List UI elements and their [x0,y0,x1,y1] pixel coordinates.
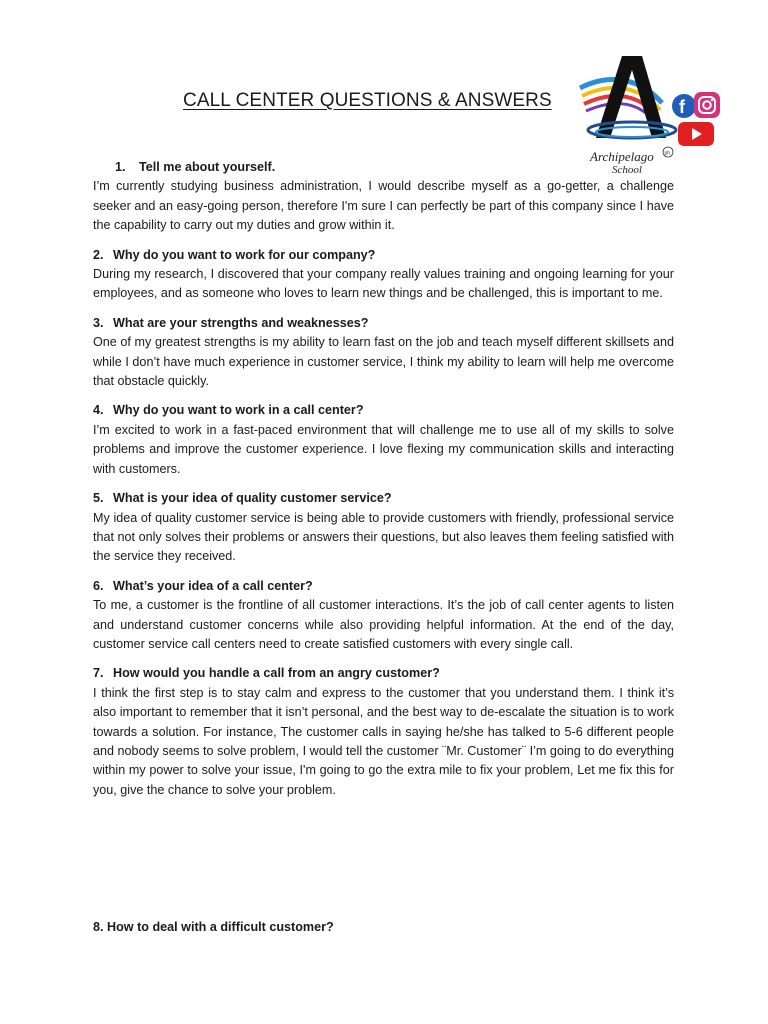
answer-text: One of my greatest strengths is my ability to learn fast on the job and teach myself different skillsets and while I don’t have much experience in customer service, I think my ability to learn will help me overcome that obstacle quickly. [93,335,674,389]
qa-list [93,158,674,810]
question-number: 6. [93,578,104,593]
logo-text-school: School [612,164,642,176]
logo-text-archipelago: Archipelago [590,149,654,164]
answer-text: I’m excited to work in a fast-paced environment that will challenge me to use all of my skills to solve problems and improve the customer experience. I love flexing my communication skills and interacting with customers. [93,422,674,476]
question-text: How to deal with a difficult customer? [107,920,334,934]
qa-item [93,401,674,479]
question-heading [93,401,674,420]
answer-text: During my research, I discovered that your company really values training and ongoing learning for your employees, and as someone who loves to learn new things and be challenged, this is important to me. [93,267,674,301]
question-text: What are your strengths and weaknesses? [113,315,369,330]
qa-item [93,246,674,304]
question-text: Tell me about yourself. [139,160,276,174]
svg-text:f: f [679,97,685,117]
question-heading [93,158,674,177]
qa-item [93,314,674,392]
page-title: CALL CENTER QUESTIONS & ANSWERS [183,90,552,111]
logo-text-ph: ph [664,150,671,157]
answer-text: My idea of quality customer service is being able to provide customers with friendly, professional service that not only solves their problems or answers their questions, but also leaves them feeling satisfied with the service they received. [93,510,674,564]
answer-text: To me, a customer is the frontline of all customer interactions. It’s the job of call center agents to listen and understand customer concerns while also providing helpful information. At the end of the day, customer service call centers need to create satisfied customers with every single call. [93,598,674,651]
question-heading [93,664,674,683]
question-number: 4. [93,403,104,418]
question-heading [93,577,674,596]
question-text: What’s your idea of a call center? [113,578,313,593]
question-number: 8. [93,920,104,934]
question-number: 5. [93,491,104,506]
question-heading [93,246,674,265]
question-number: 2. [93,247,104,262]
question-text: What is your idea of quality customer service? [113,491,392,506]
instagram-icon [694,92,720,118]
question-text: Why do you want to work for our company? [113,247,376,262]
youtube-icon [678,122,714,146]
question-text: Why do you want to work in a call center? [113,403,364,418]
question-heading-last [93,918,334,937]
question-heading [93,314,674,333]
question-text: How would you handle a call from an angry customer? [113,666,440,681]
qa-item [93,577,674,655]
qa-item [93,664,674,800]
facebook-icon [672,94,696,118]
answer-text: I’m currently studying business administration, I would describe myself as a go-getter, a challenge seeker and an easy-going person, therefore I'm sure I can perfectly be part of this company since I have the capability to carry out my duties and grow within it. [93,179,674,233]
question-number: 7. [93,666,104,681]
question-number: 3. [93,315,104,330]
answer-text: I think the first step is to stay calm and express to the customer that you understand them. I think it’s also important to remember that it isn’t personal, and the best way to de-escalate the situation is to work towards a solution. For instance, The customer calls in saying he/she has talked to 5-6 different people and nobody seems to solve problem, I would tell the customer ¨Mr. Customer¨ I’m going to do everything within my power to solve your issue, I'm going to go the extra mile to fix your problem, Let me fix this for you, give the chance to solve your problem. [93,685,674,797]
question-number: 1. [115,160,126,174]
qa-item [93,489,674,567]
qa-item [93,158,674,236]
question-heading [93,489,674,508]
